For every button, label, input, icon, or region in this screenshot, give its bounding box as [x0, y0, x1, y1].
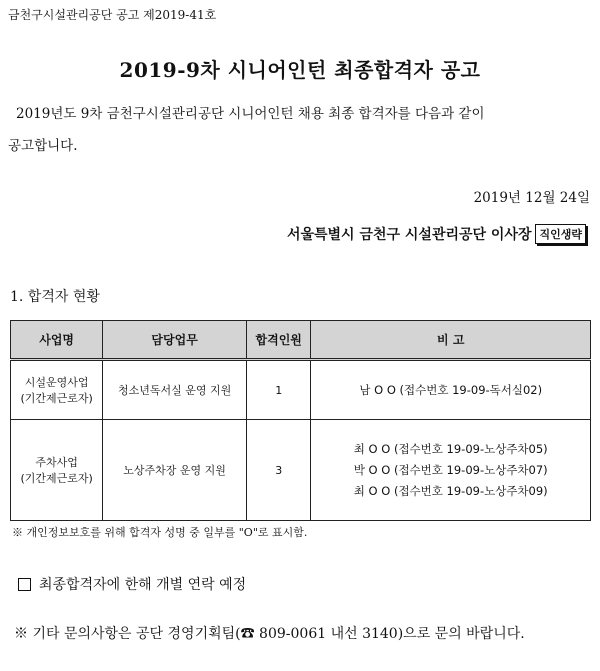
cell-remarks [311, 420, 591, 521]
notice-date: 2019년 12월 24일 [473, 190, 590, 206]
header-business: 사업명 [11, 321, 103, 360]
issuer [287, 224, 586, 244]
table-row [11, 360, 591, 420]
intro-line-2: 공고합니다. [8, 138, 78, 154]
results-table [10, 320, 591, 521]
inquiry-note: ※ 기타 문의사항은 공단 경영기획팀(☎ 809-0061 내선 3140)으로 문의 바랍니다. [14, 626, 525, 642]
cell-business: 주차사업 (기간제근로자) [11, 420, 103, 521]
page-title: 2019-9차 시니어인턴 최종합격자 공고 [119, 58, 481, 82]
cell-count: 3 [246, 420, 310, 521]
remark-line: 박 O O (접수번호 19-09-노상주차07) [353, 462, 548, 477]
cell-business: 시설운영사업 (기간제근로자) [11, 360, 103, 420]
header-duty: 담당업무 [103, 321, 247, 360]
remark-line: 최 O O (접수번호 19-09-노상주차09) [353, 483, 548, 498]
seal-stamp: 직인생략 [535, 224, 586, 244]
cell-count: 1 [246, 360, 310, 420]
remark-line: 남 O O (접수번호 19-09-독서실02) [359, 382, 543, 397]
section-title: 1. 합격자 현황 [10, 289, 100, 305]
table-row [11, 420, 591, 521]
privacy-footnote: ※ 개인정보보호를 위해 합격자 성명 중 일부를 "O"로 표시함. [12, 526, 308, 539]
cell-remarks [311, 360, 591, 420]
contact-note [18, 574, 246, 594]
checkbox-icon [18, 578, 31, 591]
notice-number: 금천구시설관리공단 공고 제2019-41호 [8, 8, 217, 22]
issuer-name: 서울특별시 금천구 시설관리공단 이사장 [286, 227, 532, 243]
intro-line-1: 2019년도 9차 금천구시설관리공단 시니어인턴 채용 최종 합격자를 다음과 같이 [16, 106, 485, 122]
header-remarks: 비 고 [311, 321, 591, 360]
cell-duty: 청소년독서실 운영 지원 [103, 360, 247, 420]
cell-duty: 노상주차장 운영 지원 [103, 420, 247, 521]
contact-note-text: 최종합격자에 한해 개별 연락 예정 [39, 577, 247, 593]
header-count: 합격인원 [246, 321, 310, 360]
table-header-row [11, 321, 591, 360]
remark-line: 최 O O (접수번호 19-09-노상주차05) [353, 441, 548, 456]
